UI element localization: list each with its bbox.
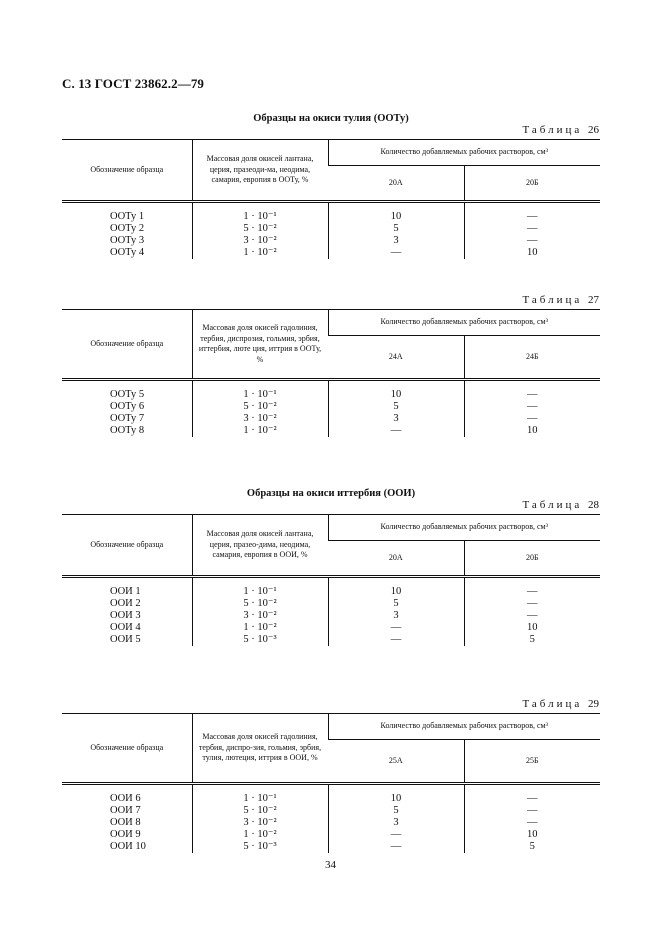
table-label-number: 28 bbox=[588, 499, 599, 511]
header-mass-fraction: Массовая доля окисей лантана, церия, празеоди-ма, неодима, самария, европия в ООТу, % bbox=[192, 140, 328, 202]
solution-b-volume: 5 bbox=[464, 841, 600, 853]
table-row bbox=[62, 634, 600, 646]
table-label-26 bbox=[522, 124, 599, 136]
mass-fraction-value: 3 · 10⁻² bbox=[192, 817, 328, 829]
solution-b-volume: 10 bbox=[464, 622, 600, 634]
solution-a-volume: — bbox=[328, 622, 464, 634]
solution-a-volume: 5 bbox=[328, 598, 464, 610]
table-row bbox=[62, 598, 600, 610]
solution-b-volume: 10 bbox=[464, 829, 600, 841]
solution-a-volume: 5 bbox=[328, 401, 464, 413]
table-row bbox=[62, 829, 600, 841]
sample-designation: ООИ 1 bbox=[110, 586, 141, 597]
table-label-27 bbox=[522, 294, 599, 306]
solution-a-volume: 3 bbox=[328, 817, 464, 829]
table-row bbox=[62, 425, 600, 437]
solution-b-volume: — bbox=[464, 577, 600, 599]
solution-b-volume: — bbox=[464, 413, 600, 425]
mass-fraction-value: 3 · 10⁻² bbox=[192, 610, 328, 622]
mass-fraction-value: 1 · 10⁻¹ bbox=[192, 202, 328, 224]
solution-b-volume: — bbox=[464, 380, 600, 402]
table-label-number: 27 bbox=[588, 294, 599, 306]
table-row bbox=[62, 247, 600, 259]
table-26 bbox=[62, 139, 600, 259]
mass-fraction-value: 1 · 10⁻¹ bbox=[192, 784, 328, 806]
solution-a-volume: 3 bbox=[328, 235, 464, 247]
table-label-word: Таблица bbox=[522, 499, 583, 511]
header-designation: Обозначение образца bbox=[62, 714, 192, 784]
table-row bbox=[62, 401, 600, 413]
sample-designation: ООТу 7 bbox=[110, 413, 145, 424]
solution-a-volume: 3 bbox=[328, 610, 464, 622]
solution-b-volume: — bbox=[464, 805, 600, 817]
header-mass-fraction: Массовая доля окисей гадолиния, тербия, диспро-зия, гольмия, эрбия, тулия, лютеция, иттрия в ООИ, % bbox=[192, 714, 328, 784]
solution-a-volume: 3 bbox=[328, 413, 464, 425]
table-label-word: Таблица bbox=[522, 698, 583, 710]
table-row bbox=[62, 805, 600, 817]
solution-b-volume: — bbox=[464, 817, 600, 829]
table-label-number: 29 bbox=[588, 698, 599, 710]
mass-fraction-value: 1 · 10⁻² bbox=[192, 829, 328, 841]
sample-designation: ООИ 8 bbox=[110, 817, 141, 828]
solution-b-volume: — bbox=[464, 610, 600, 622]
solution-a-volume: 5 bbox=[328, 805, 464, 817]
sample-designation: ООИ 10 bbox=[110, 841, 146, 852]
mass-fraction-value: 3 · 10⁻² bbox=[192, 235, 328, 247]
solution-a-volume: 10 bbox=[328, 380, 464, 402]
header-designation: Обозначение образца bbox=[62, 140, 192, 202]
table-row bbox=[62, 841, 600, 853]
sample-designation: ООИ 9 bbox=[110, 829, 141, 840]
header-solution-a: 20А bbox=[328, 166, 464, 202]
solution-b-volume: — bbox=[464, 235, 600, 247]
sample-designation: ООТу 1 bbox=[110, 211, 145, 222]
mass-fraction-value: 1 · 10⁻¹ bbox=[192, 380, 328, 402]
header-quantity: Количество добавляемых рабочих растворов, см³ bbox=[328, 140, 600, 166]
solution-a-volume: 10 bbox=[328, 784, 464, 806]
solution-a-volume: — bbox=[328, 634, 464, 646]
table-label-28 bbox=[522, 499, 599, 511]
page-number: 34 bbox=[325, 859, 336, 871]
sample-designation: ООИ 7 bbox=[110, 805, 141, 816]
mass-fraction-value: 1 · 10⁻¹ bbox=[192, 577, 328, 599]
sample-designation: ООТу 2 bbox=[110, 223, 145, 234]
solution-a-volume: — bbox=[328, 247, 464, 259]
table-row bbox=[62, 235, 600, 247]
header-quantity: Количество добавляемых рабочих растворов, см³ bbox=[328, 515, 600, 541]
mass-fraction-value: 5 · 10⁻² bbox=[192, 401, 328, 413]
mass-fraction-value: 5 · 10⁻² bbox=[192, 223, 328, 235]
table-row bbox=[62, 380, 600, 402]
table-29 bbox=[62, 713, 600, 853]
table-28 bbox=[62, 514, 600, 646]
sample-designation: ООТу 8 bbox=[110, 425, 145, 436]
mass-fraction-value: 5 · 10⁻³ bbox=[192, 634, 328, 646]
header-designation: Обозначение образца bbox=[62, 310, 192, 380]
sample-designation: ООИ 3 bbox=[110, 610, 141, 621]
header-quantity: Количество добавляемых рабочих растворов, см³ bbox=[328, 310, 600, 336]
mass-fraction-value: 5 · 10⁻² bbox=[192, 598, 328, 610]
solution-b-volume: — bbox=[464, 401, 600, 413]
sample-designation: ООИ 4 bbox=[110, 622, 141, 633]
solution-b-volume: — bbox=[464, 598, 600, 610]
solution-a-volume: 5 bbox=[328, 223, 464, 235]
section-title-thulium: Образцы на окиси тулия (ООТу) bbox=[253, 113, 409, 124]
table-label-29 bbox=[522, 698, 599, 710]
mass-fraction-value: 3 · 10⁻² bbox=[192, 413, 328, 425]
sample-designation: ООТу 5 bbox=[110, 389, 145, 400]
header-designation: Обозначение образца bbox=[62, 515, 192, 577]
header-solution-a: 25А bbox=[328, 740, 464, 784]
sample-designation: ООИ 6 bbox=[110, 793, 141, 804]
table-row bbox=[62, 202, 600, 224]
solution-b-volume: — bbox=[464, 223, 600, 235]
header-solution-b: 24Б bbox=[464, 336, 600, 380]
table-label-word: Таблица bbox=[522, 124, 583, 136]
table-row bbox=[62, 413, 600, 425]
header-solution-b: 20Б bbox=[464, 166, 600, 202]
header-solution-a: 24А bbox=[328, 336, 464, 380]
table-row bbox=[62, 577, 600, 599]
header-solution-a: 20А bbox=[328, 541, 464, 577]
header-mass-fraction: Массовая доля окисей лантана, церия, празео-дима, неодима, самария, европия в ООИ, % bbox=[192, 515, 328, 577]
solution-a-volume: — bbox=[328, 841, 464, 853]
mass-fraction-value: 1 · 10⁻² bbox=[192, 622, 328, 634]
solution-b-volume: 10 bbox=[464, 425, 600, 437]
solution-a-volume: — bbox=[328, 425, 464, 437]
sample-designation: ООТу 4 bbox=[110, 247, 145, 258]
mass-fraction-value: 5 · 10⁻³ bbox=[192, 841, 328, 853]
page-header: С. 13 ГОСТ 23862.2—79 bbox=[62, 76, 205, 91]
solution-b-volume: 5 bbox=[464, 634, 600, 646]
sample-designation: ООИ 5 bbox=[110, 634, 141, 645]
table-27 bbox=[62, 309, 600, 437]
solution-a-volume: 10 bbox=[328, 202, 464, 224]
header-solution-b: 25Б bbox=[464, 740, 600, 784]
solution-a-volume: — bbox=[328, 829, 464, 841]
table-label-word: Таблица bbox=[522, 294, 583, 306]
section-title-ytterbium: Образцы на окиси иттербия (ООИ) bbox=[246, 488, 416, 499]
table-row bbox=[62, 622, 600, 634]
mass-fraction-value: 1 · 10⁻² bbox=[192, 247, 328, 259]
header-solution-b: 20Б bbox=[464, 541, 600, 577]
mass-fraction-value: 1 · 10⁻² bbox=[192, 425, 328, 437]
header-quantity: Количество добавляемых рабочих растворов, см³ bbox=[328, 714, 600, 740]
table-row bbox=[62, 610, 600, 622]
solution-b-volume: — bbox=[464, 784, 600, 806]
solution-b-volume: — bbox=[464, 202, 600, 224]
sample-designation: ООТу 6 bbox=[110, 401, 145, 412]
sample-designation: ООТу 3 bbox=[110, 235, 145, 246]
header-mass-fraction: Массовая доля окисей гадолиния, тербия, диспрозия, гольмия, эрбия, иттербия, люте ция, иттрия в ООТу, % bbox=[192, 310, 328, 380]
table-label-number: 26 bbox=[588, 124, 599, 136]
table-row bbox=[62, 817, 600, 829]
table-row bbox=[62, 223, 600, 235]
sample-designation: ООИ 2 bbox=[110, 598, 141, 609]
solution-b-volume: 10 bbox=[464, 247, 600, 259]
table-row bbox=[62, 784, 600, 806]
mass-fraction-value: 5 · 10⁻² bbox=[192, 805, 328, 817]
solution-a-volume: 10 bbox=[328, 577, 464, 599]
